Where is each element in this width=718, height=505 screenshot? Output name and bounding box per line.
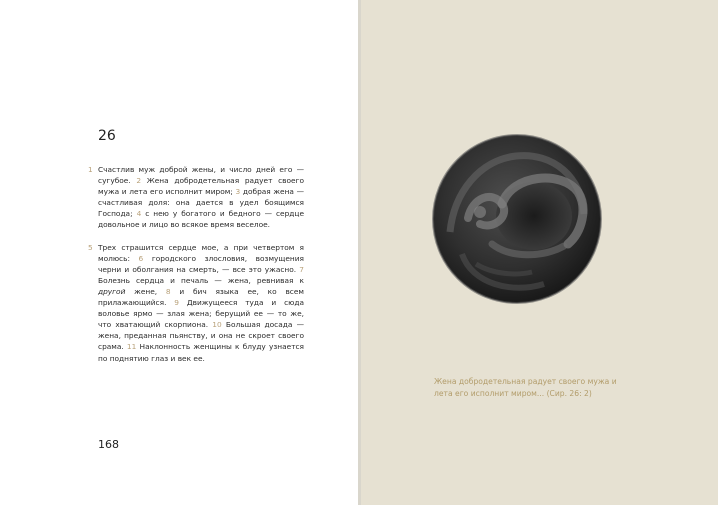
verse-number: 2 (136, 176, 142, 186)
verse-text: жене, (125, 286, 166, 296)
verse-text: добрая жена — счастливая доля: она дается в удел боящимся Господа; (98, 187, 305, 219)
verse-paragraph (88, 242, 305, 364)
verse-number: 3 (235, 187, 241, 197)
round-bronze-relief-icon (432, 134, 602, 304)
verse-number: 6 (138, 253, 144, 263)
verse-text: Наклонность женщины к блуду узнается по поднятию глаз и век ее. (98, 342, 305, 363)
chapter-text (88, 164, 305, 375)
verse-number: 4 (136, 209, 142, 219)
verse-text: с нею у богатого и бедного — сердце довольное и лицо во всякое время веселое. (98, 209, 304, 230)
verse-text: Большая досада — жена, преданная пьянству, и она не скроет своего срама. (98, 320, 304, 352)
verse-text: городского злословия, возмущения черни и оболгания на смерть, — все это ужасно. (98, 253, 304, 274)
verse-number: 10 (212, 320, 222, 330)
verse-number: 1 (88, 165, 93, 174)
left-page (0, 0, 358, 505)
verse-paragraph (88, 164, 305, 231)
verse-number: 5 (88, 242, 93, 252)
verse-number: 11 (126, 342, 137, 352)
verse-text: Счастлив муж доброй жены, и число дней его — сугубое. (98, 165, 304, 186)
verse-text: Жена добродетельная радует своего мужа и лета его исполнит миром; (98, 176, 304, 197)
image-caption: Жена добродетельная радует своего мужа и лета его исполнит миром... (Сир. 26: 2) (434, 377, 617, 398)
verse-text: и бич языка ее, ко всем прилажающийся. (98, 286, 304, 308)
verse-number: 7 (299, 264, 304, 274)
verse-italic-word: другой (98, 286, 126, 296)
verse-number: 8 (165, 286, 171, 296)
page-number: 168 (98, 438, 119, 451)
verse-text: Болезнь сердца и печаль — жена, ревнивая к (98, 275, 304, 285)
chapter-number: 26 (98, 128, 116, 144)
verse-number: 9 (174, 298, 179, 308)
verse-text: Трех страшится сердце мое, а при четвертом я молюсь: (98, 242, 304, 263)
verse-text: Движущееся туда и сюда воловье ярмо — злая жена; берущий ее — то же, что хватающий скорпиона. (98, 298, 304, 330)
